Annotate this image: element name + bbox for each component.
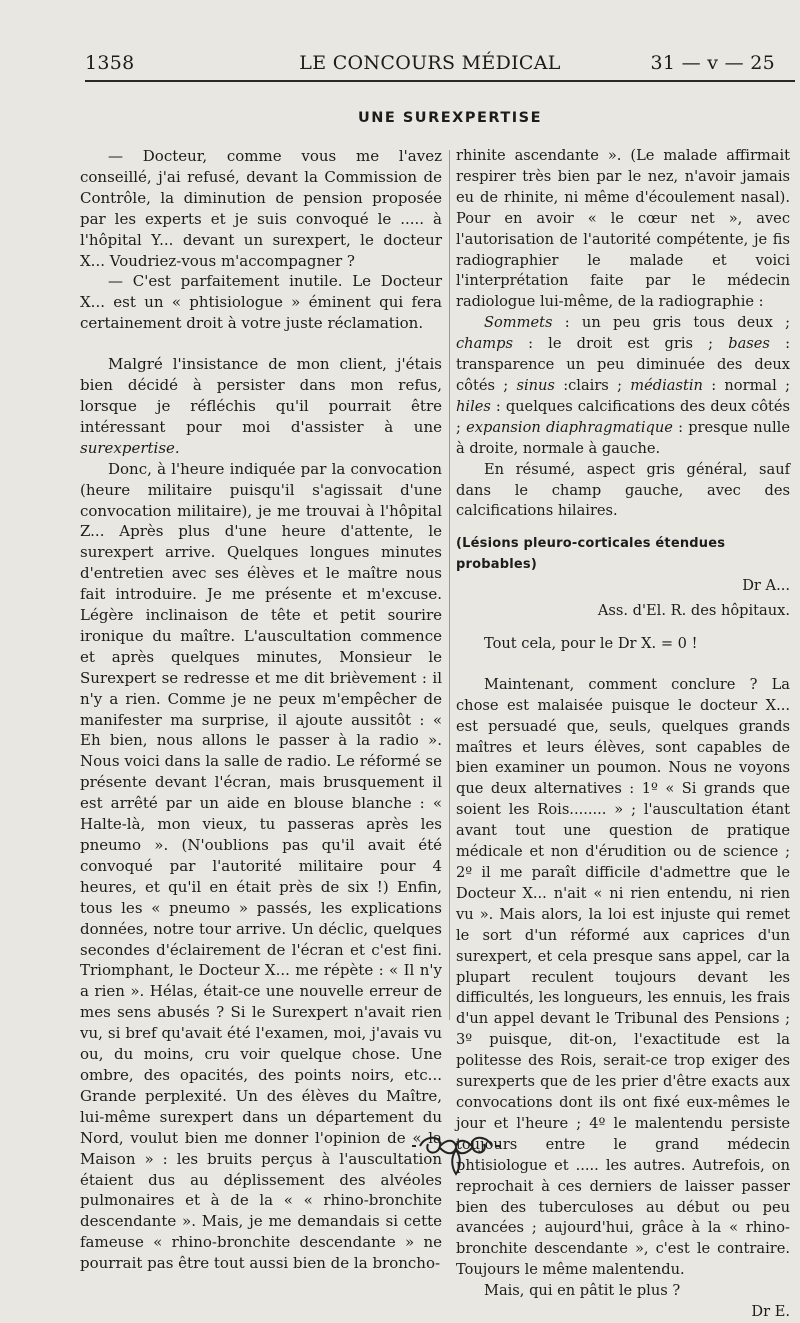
emphasis-text: Sommets [484, 314, 553, 332]
paragraph-text: : le droit est gris ; [512, 335, 729, 353]
paragraph-text: : quelques calcifications des deux côtés ; [456, 397, 790, 436]
emphasis-text: surexpertise. [80, 438, 180, 457]
column-divider [449, 150, 450, 1020]
paragraph: Tout cela, pour le Dr X. = 0 ! [484, 634, 698, 652]
header-rule [85, 80, 795, 82]
emphasis-text: champs [456, 335, 513, 353]
emphasis-text: hiles [456, 397, 491, 415]
emphasis-text: bases [728, 335, 770, 353]
diagnosis-subhead: (Lésions pleuro-corticales étendues probables) [456, 536, 726, 573]
signature-title: Ass. d'El. R. des hôpitaux. [597, 602, 790, 620]
radiography-report [456, 313, 790, 459]
paragraph-text: : transparence un peu diminuée des deux côtés ; [456, 335, 790, 394]
page-number: 1358 [85, 52, 135, 74]
signature-radiologist: Dr A... [742, 577, 790, 595]
signature-author: Dr E. [751, 1303, 790, 1321]
paragraph-text: Malgré l'insistance de mon client, j'étais bien décidé à persister dans mon refus, lorsque je réfléchis qu'il pourrait être intéressant pour moi d'assister à une [80, 355, 442, 436]
emphasis-text: médiastin [630, 376, 703, 394]
paragraph: — Docteur, comme vous me l'avez conseillé, j'ai refusé, devant la Commission de Contrôle, la diminution de pension proposée par les experts et je suis convoqué le ..... à l'hôpital Y... devant un surexpert, le docteur X... Voudriez-vous m'accompagner ? [80, 147, 442, 270]
paragraph: — C'est parfaitement inutile. Le Docteur X... est un « phtisiologue » éminent qui fera certainement droit à votre juste réclamation. [80, 272, 442, 333]
journal-title: LE CONCOURS MÉDICAL [299, 52, 561, 74]
emphasis-text: sinus [516, 376, 555, 394]
paragraph [80, 354, 442, 459]
paragraph: Donc, à l'heure indiquée par la convocation (heure militaire puisqu'il s'agissait d'une convocation militaire), je me trouvai à l'hôpital Z... Après plus d'une heure d'attente, le surexpert arrive. Quelques longues minutes d'entretien avec ses élèves et le maître nous fait introduire. Je me présente et m'excuse. Légère inclinaison de tête et petit sourire ironique du maître. L'auscultation commence et après quelques minutes, Monsieur le Surexpert se redresse et me dit brièvement : il n'y a rien. Comme je ne peux m'empêcher de manifester ma surprise, il ajoute aussitôt : « Eh bien, nous allons le passer à la radio ». Nous voici dans la salle de radio. Le réformé se présente devant l'écran, mais brusquement il est arrêté par un aide en blouse blanche : « Halte-là, mon vieux, tu passeras après les pneumo ». (N'oublions pas qu'il avait été convoqué par l'autorité militaire pour 4 heures, et qu'il en était près de six !) Enfin, tous les « pneumo » passés, les explications données, notre tour arrive. Un déclic, quelques secondes d'éclairement de l'écran et c'est fini. Triomphant, le Docteur X... me répète : « Il n'y a rien ». Hélas, était-ce une nouvelle erreur de mes sens abusés ? Si le Surexpert n'avait rien vu, si bref qu'avait été l'examen, moi, j'avais vu ou, du moins, cru voir quelque chose. Une ombre, des opacités, des points noirs, etc... Grande perplexité. Un des élèves du Maître, lui-même surexpert dans un département du Nord, voulut bien me donner l'opinion de « la Maison » : les bruits perçus à l'auscultation étaient dus au déplissement des alvéoles pulmonaires et à de la « « rhino-bronchite descendante ». Mais, je me demandais si cette fameuse « rhino-bronchite descendante » ne pourrait pas être tout aussi bien de la broncho- [80, 459, 442, 1273]
issue-date: 31 — v — 25 [650, 52, 775, 74]
paragraph: rhinite ascendante ». (Le malade affirmait respirer très bien par le nez, n'avoir jamais eu de rhinite, ni même d'écoulement nasal). Pour en avoir « le cœur net », avec l'autorisation de l'autorité compétente, je fis radiographier le malade et voici l'interprétation faite par le médecin radiologue lui-même, de la radiographie : [456, 147, 790, 311]
right-column [456, 146, 790, 1323]
paragraph-text: : normal ; [702, 376, 790, 394]
left-column [80, 146, 442, 1274]
running-header [85, 48, 775, 78]
paragraph: Maintenant, comment conclure ? La chose est malaisée puisque le docteur X... est persuadé que, seuls, quelques grands maîtres et leurs élèves, sont capables de bien examiner un poumon. Nous ne voyons que deux alternatives : 1º « Si grands que soient les Rois........ » ; l'auscultation étant avant tout une question de pratique médicale et non d'érudition ou de science ; 2º il me paraît difficile d'admettre que le Docteur X... n'ait « ni rien entendu, ni rien vu ». Mais alors, la loi est injuste qui remet le sort d'un réformé aux caprices d'un surexpert, et cela presque sans appel, car la plupart reculent toujours devant les difficultés, les longueurs, les ennuis, les frais d'un appel devant le Tribunal des Pensions ; 3º puisque, dit-on, l'exactitude est la politesse des Rois, serait-ce trop exiger des surexperts que de les prier d'être exacts aux convocations dont ils ont fixé eux-mêmes le jour et l'heure ; 4º le malentendu persiste toujours entre le grand médecin phtisiologue et ..... les autres. Autrefois, on reprochait à ces derniers de laisser passer bien des tuberculoses au début ou peu avancées ; aujourd'hui, grâce à la « rhino-bronchite descendante », c'est le contraire. Toujours le même malentendu. [456, 675, 790, 1279]
fleuron-ornament [410, 1128, 502, 1182]
paragraph-text: :clairs ; [554, 376, 631, 394]
paragraph: En résumé, aspect gris général, sauf dans le champ gauche, avec des calcifications hilaires. [456, 460, 790, 520]
paragraph-text: : un peu gris tous deux ; [552, 314, 790, 332]
article-title: UNE SUREXPERTISE [357, 110, 542, 126]
emphasis-text: expansion diaphragmatique [466, 418, 673, 436]
paragraph: Mais, qui en pâtit le plus ? [484, 1282, 681, 1300]
paragraph-text: : presque nulle à droite, normale à gauche. [456, 418, 790, 457]
